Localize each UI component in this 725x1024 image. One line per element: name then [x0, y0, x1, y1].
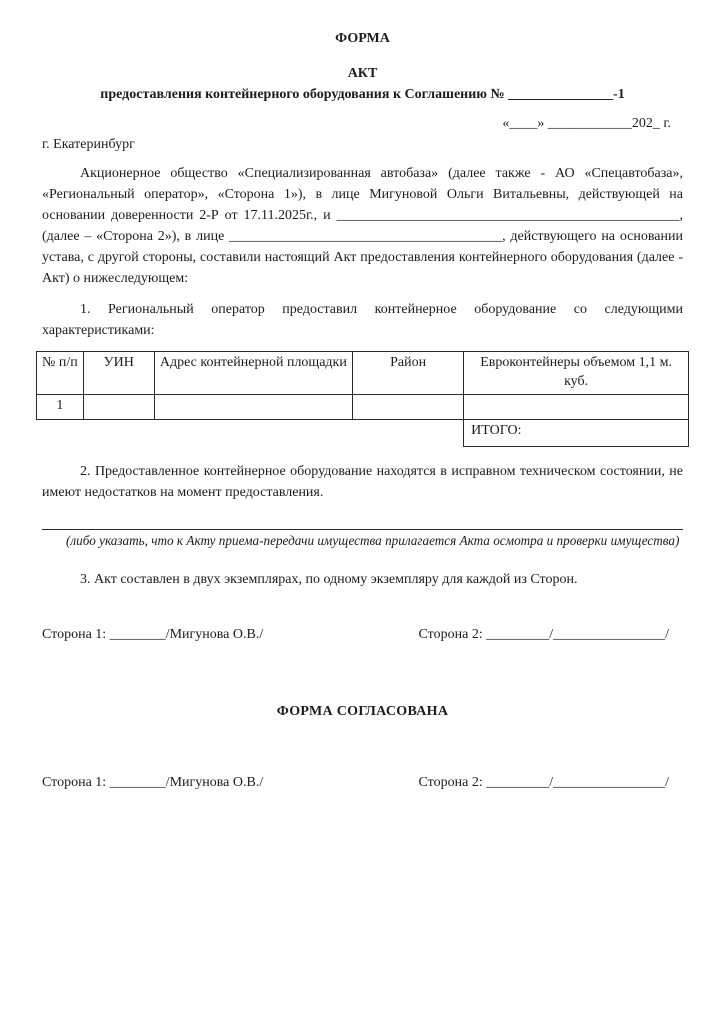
clause-2-paragraph: 2. Предоставленное контейнерное оборудование находятся в исправном техническом состоянии, не имеют недостатков на момент предоставления. [42, 463, 683, 500]
signature-row-1 [42, 624, 683, 645]
cell-num: 1 [37, 394, 84, 419]
signature-party2: Сторона 2: _________/________________/ [418, 774, 669, 790]
doc-title: АКТ [347, 66, 378, 81]
header-address: Адрес контейнерной площадки [154, 352, 352, 395]
header-num: № п/п [37, 352, 84, 395]
signature-row-2 [42, 772, 683, 793]
date-line: «____» ____________202_ г. [502, 116, 671, 131]
header-district: Район [353, 352, 464, 395]
blank-fill-line [42, 529, 683, 530]
form-label: ФОРМА [335, 31, 390, 46]
city-label: г. Екатеринбург [42, 137, 135, 152]
total-cell: ИТОГО: [464, 419, 689, 446]
doc-subtitle: предоставления контейнерного оборудования к Соглашению № _______________-1 [100, 87, 625, 102]
total-spacer [37, 419, 84, 446]
table-header-row [37, 352, 689, 395]
header-uin: УИН [83, 352, 154, 395]
italic-note: (либо указать, что к Акту приема-передачи имущества прилагается Акта осмотра и проверки имущества) [66, 532, 680, 548]
preamble-paragraph: Акционерное общество «Специализированная автобаза» (далее также - АО «Спецавтобаза», «Региональный оператор», «Сторона 1»), в лице Мигуновой Ольги Витальевны, действующей на основании доверенности 2-Р от 17.11.2025г., и _________________________________________________, (далее – «Сторона 2»), в лице _______________________________________, действующего на основании устава, с другой стороны, составили настоящий Акт предоставления контейнерного оборудования (далее - Акт) о нижеследующем: [42, 166, 683, 286]
total-row [37, 419, 689, 446]
cell-eurocontainers [464, 394, 689, 419]
clause-1-paragraph: 1. Региональный оператор предоставил контейнерное оборудование со следующими характеристиками: [42, 302, 683, 338]
header-eurocontainers: Евроконтейнеры объемом 1,1 м. куб. [464, 352, 689, 395]
signature-party1: Сторона 1: ________/Мигунова О.В./ [42, 626, 264, 642]
signature-party1: Сторона 1: ________/Мигунова О.В./ [42, 774, 264, 790]
cell-uin [83, 394, 154, 419]
cell-district [353, 394, 464, 419]
form-approved-label: ФОРМА СОГЛАСОВАНА [276, 703, 449, 719]
clause-3-paragraph: 3. Акт составлен в двух экземплярах, по одному экземпляру для каждой из Сторон. [80, 571, 578, 587]
table-row [37, 394, 689, 419]
cell-address [154, 394, 352, 419]
signature-party2: Сторона 2: _________/________________/ [418, 626, 669, 642]
equipment-table [36, 351, 689, 447]
